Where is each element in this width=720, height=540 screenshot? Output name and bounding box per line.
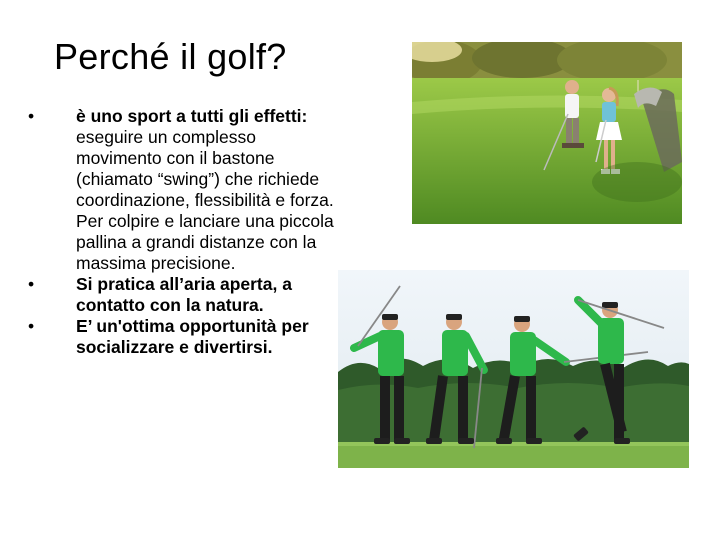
bullet-item: [28, 274, 340, 316]
slide-title: Perché il golf?: [54, 36, 287, 77]
bullet-bold-text: E’ un'ottima opportunità per socializzare e divertirsi.: [76, 316, 309, 357]
swing-sequence-photo: [338, 270, 689, 468]
kids-golf-illustration: [412, 42, 682, 224]
bullet-dot: •: [28, 106, 35, 126]
bullet-bold-text: Si pratica all’aria aperta, a contatto con la natura.: [76, 274, 292, 315]
bullet-bold-text: è uno sport a tutti gli effetti:: [76, 106, 308, 126]
bullet-dot: •: [28, 274, 35, 294]
bullet-list: [28, 106, 340, 358]
bullet-item: [28, 106, 340, 274]
swing-sequence-illustration: [338, 270, 689, 468]
bullet-dot: •: [28, 316, 35, 336]
bullet-item: [28, 316, 340, 358]
kids-golf-photo: [412, 42, 682, 224]
bullet-text: eseguire un complesso movimento con il bastone (chiamato “swing”) che richiede coordinazione, flessibilità e forza. Per colpire e lanciare una piccola pallina a grandi distanze con la massima precisione.: [76, 127, 334, 273]
